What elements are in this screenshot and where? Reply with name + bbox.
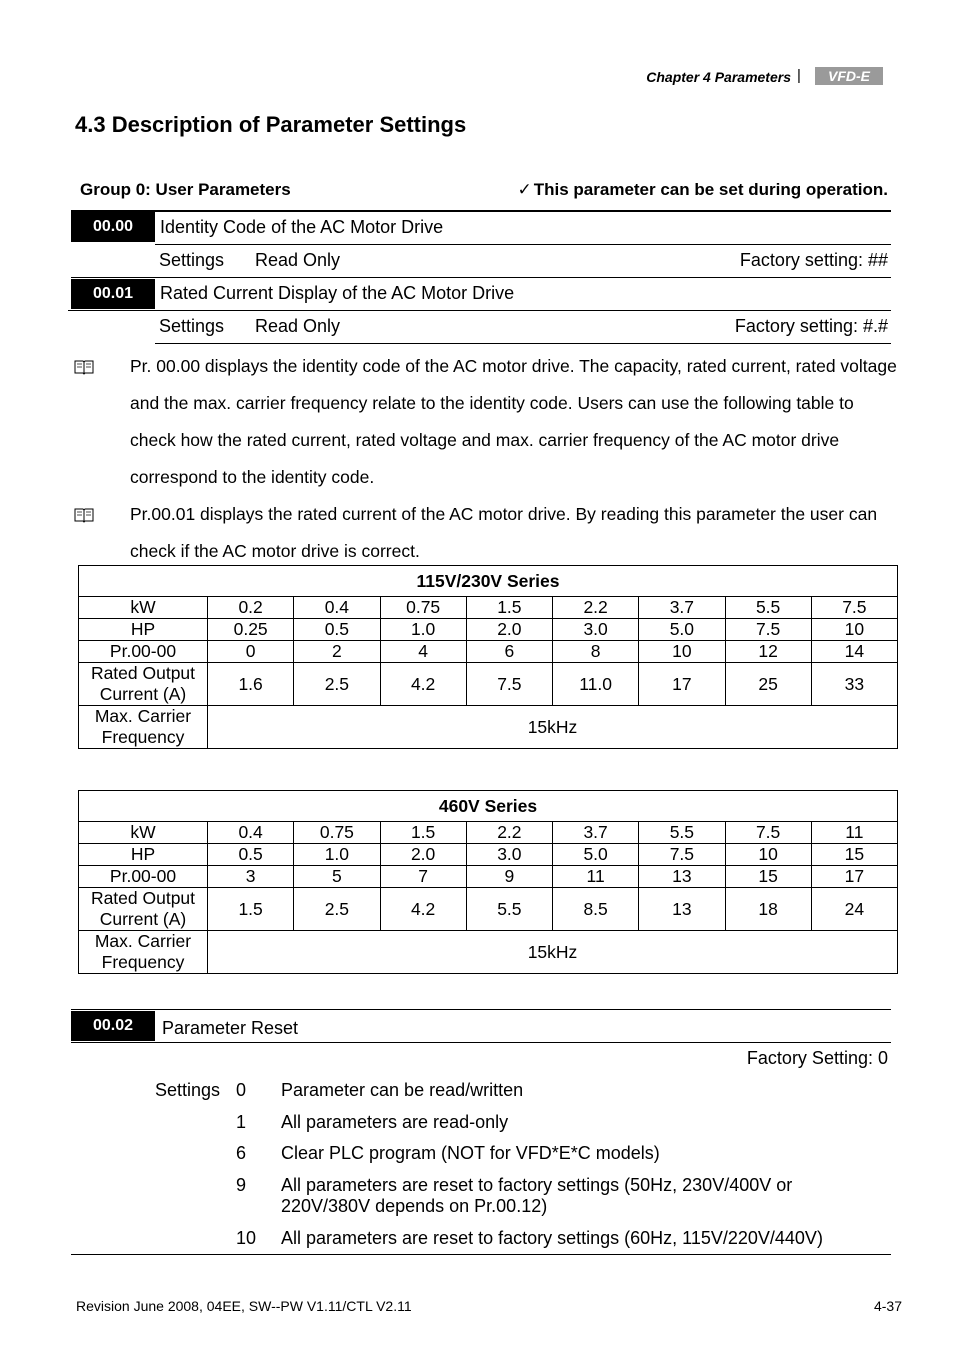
factory-setting: Factory setting: #.#: [734, 316, 888, 336]
group-note: [518, 180, 889, 200]
table-title: 460V Series: [79, 791, 898, 822]
table-cell: 10: [811, 619, 897, 641]
runtime-settable-icon: ✓: [517, 180, 532, 199]
table-cell: 5.5: [466, 888, 552, 931]
setting-description: All parameters are reset to factory settings (50Hz, 230V/400V or 220V/380V depends on Pr.00.12): [281, 1175, 793, 1216]
divider: [155, 244, 891, 245]
settings-label: Settings: [155, 1080, 221, 1100]
table-cell: 1.5: [208, 888, 294, 931]
table-cell: 1.0: [380, 619, 466, 641]
table-cell: 11: [811, 822, 897, 844]
row-label-line: Max. Carrier: [94, 931, 192, 951]
divider: [71, 1009, 891, 1010]
table-cell: 15: [725, 866, 811, 888]
table-cell: 1.5: [466, 597, 552, 619]
table-cell: 0.25: [208, 619, 294, 641]
param-code-00-02: 00.02: [71, 1011, 155, 1041]
param-title-00-01: Rated Current Display of the AC Motor Drive: [160, 283, 515, 303]
row-label-line: Rated Output: [90, 888, 196, 908]
table-cell: 3.0: [466, 844, 552, 866]
table-cell: 6: [466, 641, 552, 663]
row-label: HP: [79, 619, 208, 641]
table-cell: 7.5: [725, 619, 811, 641]
table-cell: 0.75: [380, 597, 466, 619]
row-label: [79, 888, 208, 931]
setting-value: 0: [236, 1080, 247, 1100]
table-cell: 0: [208, 641, 294, 663]
table-cell: 3: [208, 866, 294, 888]
row-label: Pr.00-00: [79, 866, 208, 888]
table-cell: 0.2: [208, 597, 294, 619]
table-cell: 5.0: [553, 844, 639, 866]
table-cell: 7.5: [466, 663, 552, 706]
table-cell: 5: [294, 866, 380, 888]
table-cell: 0.5: [208, 844, 294, 866]
table-cell: 0.5: [294, 619, 380, 641]
table-cell: 2.2: [553, 597, 639, 619]
table-cell: 3.7: [553, 822, 639, 844]
row-label: [79, 663, 208, 706]
row-label: [79, 706, 208, 749]
row-label-line: Frequency: [101, 952, 185, 972]
page-number: 4-37: [873, 1298, 902, 1314]
table-cell: 1.5: [380, 822, 466, 844]
table-cell: 17: [639, 663, 725, 706]
table-cell: 7.5: [811, 597, 897, 619]
divider: [71, 277, 891, 278]
row-label: [79, 931, 208, 974]
table-cell: 25: [725, 663, 811, 706]
table-cell: 5.5: [725, 597, 811, 619]
book-icon: [74, 507, 94, 523]
row-label: Pr.00-00: [79, 641, 208, 663]
table-cell: 1.0: [294, 844, 380, 866]
settings-value: Read Only: [255, 316, 341, 336]
param-title-00-00: Identity Code of the AC Motor Drive: [160, 217, 444, 237]
table-cell: 8: [553, 641, 639, 663]
table-cell: 15: [811, 844, 897, 866]
vfd-e-logo: [815, 67, 883, 85]
settings-label: Settings: [159, 316, 225, 336]
table-cell: 33: [811, 663, 897, 706]
table-cell: 13: [639, 866, 725, 888]
table-cell: 4: [380, 641, 466, 663]
setting-value: 1: [236, 1112, 247, 1132]
table-cell: 17: [811, 866, 897, 888]
footer-revision: Revision June 2008, 04EE, SW--PW V1.11/CTL V2.11: [76, 1298, 412, 1314]
table-cell: 2.5: [294, 888, 380, 931]
settings-label: Settings: [159, 250, 225, 270]
factory-setting: Factory Setting: 0: [746, 1048, 888, 1068]
row-label: kW: [79, 822, 208, 844]
spec-table-460v: [78, 790, 898, 974]
table-cell: 18: [725, 888, 811, 931]
table-cell: 4.2: [380, 663, 466, 706]
table-cell: 11.0: [553, 663, 639, 706]
table-cell: 2.0: [466, 619, 552, 641]
table-cell: 10: [639, 641, 725, 663]
table-cell: 8.5: [553, 888, 639, 931]
table-cell: 12: [725, 641, 811, 663]
table-cell: 0.4: [294, 597, 380, 619]
row-label: kW: [79, 597, 208, 619]
divider: [71, 210, 891, 212]
divider: [155, 343, 891, 344]
table-cell: 3.0: [553, 619, 639, 641]
table-cell: 2.2: [466, 822, 552, 844]
section-title: 4.3 Description of Parameter Settings: [75, 112, 467, 137]
group-title: Group 0: User Parameters: [80, 180, 291, 199]
table-cell: 7.5: [725, 822, 811, 844]
book-icon: [74, 359, 94, 375]
row-label: HP: [79, 844, 208, 866]
table-cell: 14: [811, 641, 897, 663]
setting-value: 6: [236, 1143, 247, 1163]
table-cell: 0.4: [208, 822, 294, 844]
header-separator: |: [797, 67, 801, 84]
table-cell: 3.7: [639, 597, 725, 619]
row-label-line: Max. Carrier: [94, 706, 192, 726]
table-cell: 24: [811, 888, 897, 931]
table-cell: 13: [639, 888, 725, 931]
table-cell: 7: [380, 866, 466, 888]
table-cell: 2.5: [294, 663, 380, 706]
setting-value: 9: [236, 1175, 247, 1195]
param-title-00-02: Parameter Reset: [162, 1018, 299, 1038]
note-paragraph: Pr.00.01 displays the rated current of the AC motor drive. By reading this parameter the user can check if the AC motor drive is correct.: [130, 504, 878, 561]
factory-setting: Factory setting: ##: [739, 250, 888, 270]
row-label-line: Current (A): [99, 684, 187, 704]
table-cell: 0.75: [294, 822, 380, 844]
divider: [71, 1042, 891, 1043]
settings-value: Read Only: [255, 250, 341, 270]
param-code-00-01: 00.01: [71, 279, 155, 309]
table-cell: 4.2: [380, 888, 466, 931]
table-cell: 11: [553, 866, 639, 888]
table-title: 115V/230V Series: [79, 566, 898, 597]
setting-description: Clear PLC program (NOT for VFD*E*C models): [281, 1143, 660, 1163]
chapter-header: Chapter 4 Parameters: [646, 69, 791, 85]
table-cell: 2: [294, 641, 380, 663]
group-note-text: This parameter can be set during operation.: [533, 180, 888, 199]
table-cell: 2.0: [380, 844, 466, 866]
table-cell: 15kHz: [208, 931, 898, 974]
setting-value: 10: [236, 1228, 257, 1248]
setting-description: All parameters are reset to factory settings (60Hz, 115V/220V/440V): [281, 1228, 823, 1248]
table-cell: 10: [725, 844, 811, 866]
table-cell: 5.0: [639, 619, 725, 641]
logo-text: VFD-E: [828, 68, 870, 84]
note-paragraph: Pr. 00.00 displays the identity code of the AC motor drive. The capacity, rated current, rated voltage and the max. carrier frequency relate to the identity code. Users can use the following table to check how the rated current, rated voltage and max. carrier frequency of the AC motor drive correspond to the identity code.: [130, 356, 897, 487]
table-cell: 7.5: [639, 844, 725, 866]
table-cell: 9: [466, 866, 552, 888]
table-cell: 1.6: [208, 663, 294, 706]
table-cell: 15kHz: [208, 706, 898, 749]
setting-description: All parameters are read-only: [281, 1112, 509, 1132]
row-label-line: Frequency: [101, 727, 185, 747]
row-label-line: Rated Output: [90, 663, 196, 683]
divider: [71, 1254, 891, 1255]
row-label-line: Current (A): [99, 909, 187, 929]
divider: [68, 310, 891, 311]
spec-table-115-230v: [78, 565, 898, 749]
setting-description: Parameter can be read/written: [281, 1080, 524, 1100]
table-cell: 5.5: [639, 822, 725, 844]
param-code-00-00: 00.00: [71, 212, 155, 242]
